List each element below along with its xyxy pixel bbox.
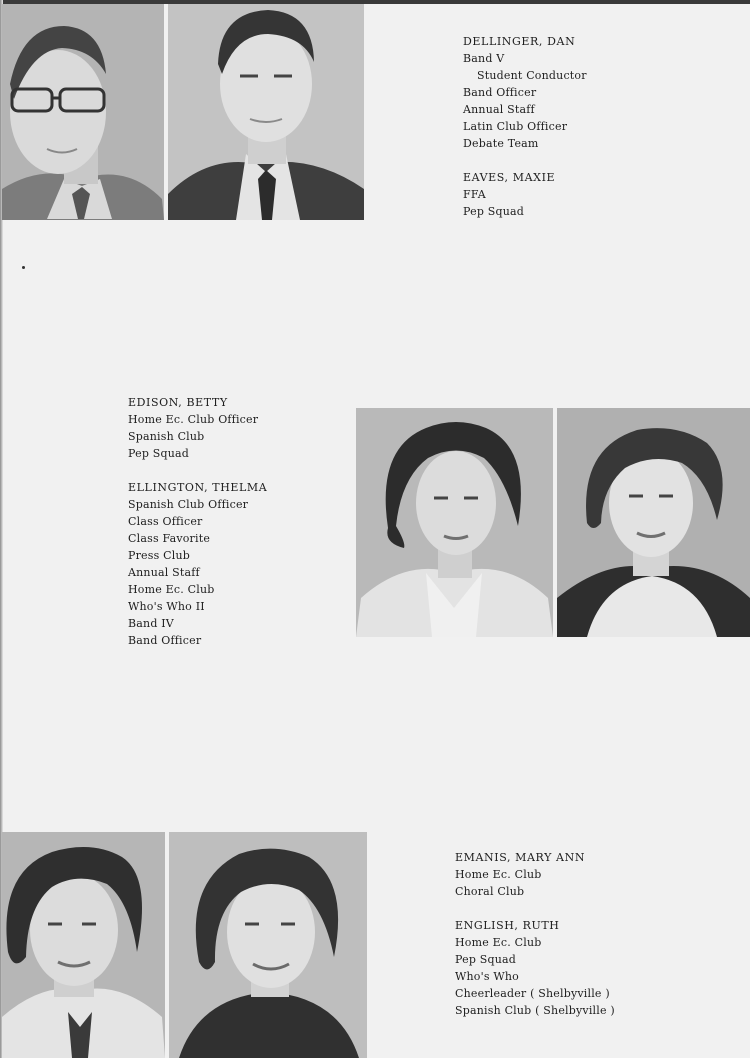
activity-item: Spanish Club xyxy=(128,430,205,443)
activity-item: Pep Squad xyxy=(463,205,525,218)
activity-item: Home Ec. Club xyxy=(455,936,542,949)
activity-item: Choral Club xyxy=(455,885,525,898)
activity-item: Spanish Club ( Shelbyville ) xyxy=(455,1004,615,1017)
student-name: ELLINGTON, THELMA xyxy=(128,481,268,494)
activity-item: Home Ec. Club xyxy=(455,868,542,881)
activity-item: Annual Staff xyxy=(128,566,200,579)
portrait-photo-dellinger-dan xyxy=(2,4,164,220)
activity-item: Class Favorite xyxy=(128,532,211,545)
activity-item: Band IV xyxy=(128,617,174,630)
activity-item: Debate Team xyxy=(463,137,539,150)
student-name: EMANIS, MARY ANN xyxy=(455,851,586,864)
student-name: DELLINGER, DAN xyxy=(463,35,576,48)
activity-item: Who's Who xyxy=(455,970,519,983)
activity-item: Pep Squad xyxy=(128,447,190,460)
activity-item: Class Officer xyxy=(128,515,203,528)
activity-item: Band Officer xyxy=(128,634,202,647)
activity-item: FFA xyxy=(463,188,486,201)
activity-item: Band V xyxy=(463,52,505,65)
portrait-photo-eaves-maxie xyxy=(168,4,364,220)
print-speck xyxy=(22,266,25,269)
student-entry-emanis-mary-ann xyxy=(455,849,615,1019)
activity-item: Pep Squad xyxy=(455,953,517,966)
activity-item: Spanish Club Officer xyxy=(128,498,249,511)
student-name: EDISON, BETTY xyxy=(128,396,228,409)
activity-item: Latin Club Officer xyxy=(463,120,568,133)
student-entry-edison-betty xyxy=(128,394,267,649)
student-entry-dellinger-dan xyxy=(463,33,587,220)
student-name: ENGLISH, RUTH xyxy=(455,919,560,932)
student-name: EAVES, MAXIE xyxy=(463,171,556,184)
portrait-photo-english-ruth xyxy=(169,832,367,1058)
activity-item: Cheerleader ( Shelbyville ) xyxy=(455,987,610,1000)
activity-item: Student Conductor xyxy=(477,69,587,82)
activity-item: Home Ec. Club Officer xyxy=(128,413,259,426)
activity-item: Band Officer xyxy=(463,86,537,99)
activity-item: Who's Who II xyxy=(128,600,205,613)
activity-item: Press Club xyxy=(128,549,191,562)
portrait-photo-edison-betty xyxy=(356,408,553,637)
portrait-photo-emanis-mary-ann xyxy=(2,832,165,1058)
activity-item: Home Ec. Club xyxy=(128,583,215,596)
portrait-photo-ellington-thelma xyxy=(557,408,750,637)
activity-item: Annual Staff xyxy=(463,103,535,116)
